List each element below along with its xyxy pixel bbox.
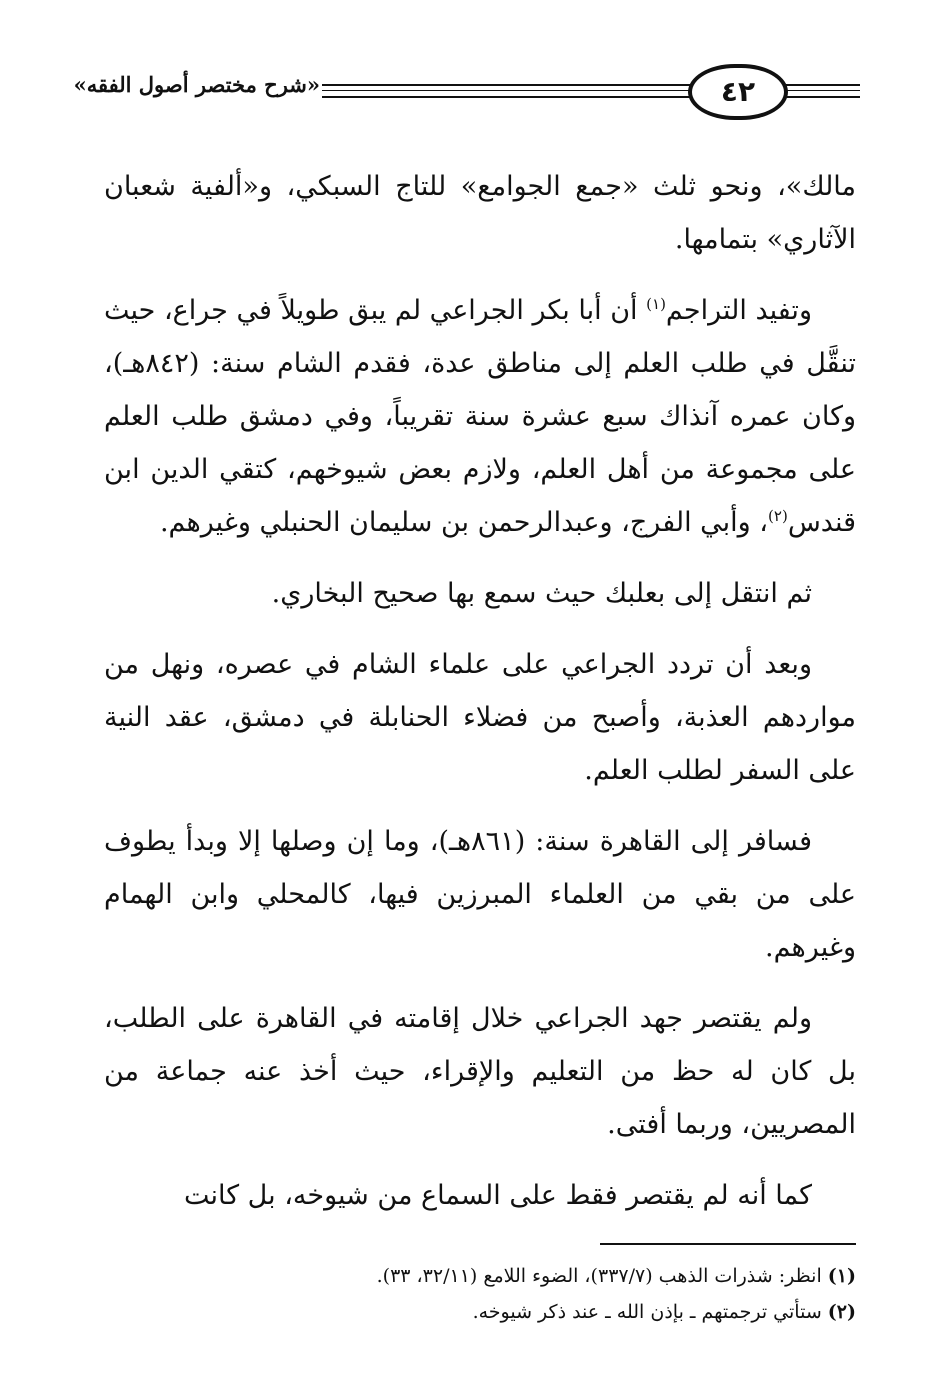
main-text (104, 160, 856, 1240)
header-rule (782, 90, 860, 91)
footnote-ref[interactable]: (٢) (768, 507, 788, 525)
header-rule (782, 96, 860, 98)
paragraph-text: كما أنه لم يقتصر فقط على السماع من شيوخه، بل كانت (183, 1180, 812, 1211)
footnote-number: (١) (827, 1265, 856, 1287)
running-header (73, 62, 860, 132)
footnote-ref[interactable]: (١) (646, 295, 666, 313)
footnote-text: ستأتي ترجمتهم ـ بإذن الله ـ عند ذكر شيوخه. (472, 1301, 828, 1323)
paragraph (104, 815, 856, 974)
paragraph (104, 160, 856, 266)
paragraph (104, 638, 856, 797)
paragraph (104, 1169, 856, 1222)
book-title: «شرح مختصر أصول الفقه» (73, 72, 320, 97)
paragraph-text: مالك»، ونحو ثلث «جمع الجوامع» للتاج السبكي، و«ألفية شعبان الآثاري» بتمامها. (104, 171, 856, 255)
paragraph-text: وتفيد التراجم (665, 295, 812, 326)
paragraph-text: أن أبا بكر الجراعي لم يبق طويلاً في جراع، حيث تنقَّل في طلب العلم إلى مناطق عدة، فقدم الشام سنة: (٨٤٢هـ)، وكان عمره آنذاك سبع عشرة سنة تقريباً، وفي دمشق طلب العلم على مجموعة من أهل العلم، ولازم بعض شيوخهم، كتقي الدين ابن قندس (104, 295, 856, 538)
paragraph-text: ولم يقتصر جهد الجراعي خلال إقامته في القاهرة على الطلب، بل كان له حظ من التعليم والإقراء، حيث أخذ عنه جماعة من المصريين، وربما أفتى. (104, 1003, 856, 1140)
header-rule (322, 90, 692, 91)
page-number-badge (688, 64, 788, 120)
header-rule (782, 84, 860, 86)
footnote (104, 1294, 856, 1330)
footnote-number: (٢) (827, 1301, 856, 1323)
header-rule (322, 84, 692, 86)
footnote (104, 1258, 856, 1294)
paragraph (104, 284, 856, 549)
page-number: ٤٢ (720, 75, 756, 108)
footnote-text: انظر: شذرات الذهب (٣٣٧/٧)، الضوء اللامع (٣٢/١١، ٣٣). (376, 1265, 828, 1287)
paragraph (104, 992, 856, 1151)
paragraph (104, 567, 856, 620)
paragraph-text: فسافر إلى القاهرة سنة: (٨٦١هـ)، وما إن وصلها إلا وبدأ يطوف على من بقي من العلماء المبرزين فيها، كالمحلي وابن الهمام وغيرهم. (104, 826, 856, 963)
header-rule (322, 96, 692, 98)
footnotes (104, 1258, 856, 1330)
paragraph-text: وبعد أن تردد الجراعي على علماء الشام في عصره، ونهل من مواردهم العذبة، وأصبح من فضلاء الحنابلة في دمشق، عقد النية على السفر لطلب العلم. (104, 649, 856, 786)
footnote-separator (600, 1243, 856, 1245)
paragraph-text: ، وأبي الفرج، وعبدالرحمن بن سليمان الحنبلي وغيرهم. (159, 507, 769, 538)
paragraph-text: ثم انتقل إلى بعلبك حيث سمع بها صحيح البخاري. (271, 578, 812, 609)
